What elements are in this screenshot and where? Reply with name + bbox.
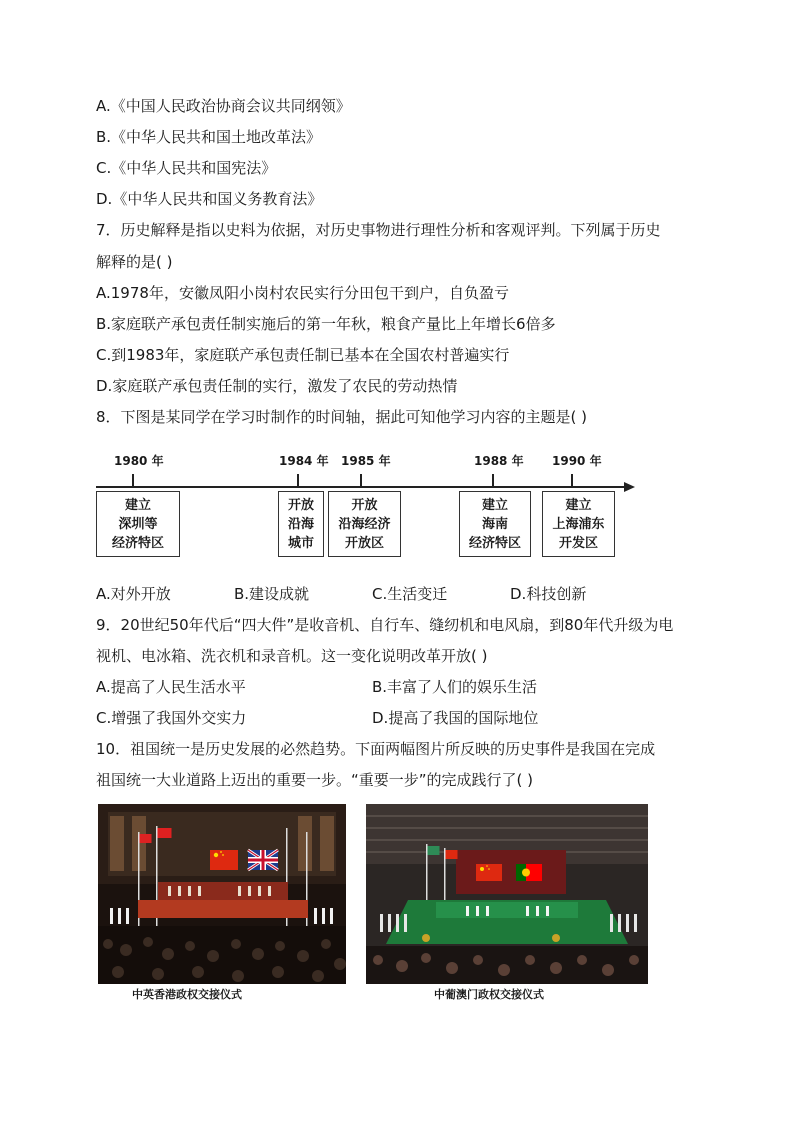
q9-stem: 9．20世纪50年代后“四大件”是收音机、自行车、缝纫机和电风扇，到80年代升级为电 [96, 616, 674, 634]
timeline-axis [96, 486, 626, 488]
timeline-arrow [624, 482, 635, 492]
q6-option-a: A.《中国人民政治协商会议共同纲领》 [96, 97, 351, 115]
q7-option-b: B.家庭联产承包责任制实施后的第一年秋，粮食产量比上年增长6倍多 [96, 315, 556, 333]
timeline-year: 1985 年 [341, 454, 391, 468]
q8-option-b: B.建设成就 [234, 585, 310, 603]
timeline-tick [297, 474, 299, 486]
q9-stem-cont: 视机、电冰箱、洗衣机和录音机。这一变化说明改革开放( ) [96, 647, 488, 665]
timeline-event: 开放 沿海经济 开放区 [328, 491, 401, 557]
timeline-event: 开放 沿海 城市 [278, 491, 324, 557]
timeline-tick [492, 474, 494, 486]
timeline-year: 1990 年 [552, 454, 602, 468]
q6-option-b: B.《中华人民共和国土地改革法》 [96, 128, 322, 146]
q10-stem-cont: 祖国统一大业道路上迈出的重要一步。“重要一步”的完成践行了( ) [96, 771, 534, 789]
q8-option-c: C.生活变迁 [372, 585, 448, 603]
q7-stem-cont: 解释的是( ) [96, 253, 173, 271]
q7-stem: 7．历史解释是指以史料为依据，对历史事物进行理性分析和客观评判。下列属于历史 [96, 221, 661, 239]
q10-stem: 10．祖国统一是历史发展的必然趋势。下面两幅图片所反映的历史事件是我国在完成 [96, 740, 656, 758]
macau-handover-photo [366, 804, 648, 984]
q9-option-d: D.提高了我国的国际地位 [372, 709, 539, 727]
timeline-tick [571, 474, 573, 486]
q8-stem: 8．下图是某同学在学习时制作的时间轴，据此可知他学习内容的主题是( ) [96, 408, 588, 426]
q9-option-a: A.提高了人民生活水平 [96, 678, 246, 696]
hong-kong-handover-caption: 中英香港政权交接仪式 [132, 988, 242, 1001]
q7-option-d: D.家庭联产承包责任制的实行，激发了农民的劳动热情 [96, 377, 458, 395]
timeline-tick [360, 474, 362, 486]
q6-option-c: C.《中华人民共和国宪法》 [96, 159, 277, 177]
timeline-event: 建立 上海浦东 开发区 [542, 491, 615, 557]
timeline-event: 建立 海南 经济特区 [459, 491, 531, 557]
macau-handover-caption: 中葡澳门政权交接仪式 [434, 988, 544, 1001]
timeline-event: 建立 深圳等 经济特区 [96, 491, 180, 557]
timeline-tick [132, 474, 134, 486]
q8-option-d: D.科技创新 [510, 585, 587, 603]
q9-option-c: C.增强了我国外交实力 [96, 709, 247, 727]
hong-kong-handover-photo [98, 804, 346, 984]
q7-option-c: C.到1983年，家庭联产承包责任制已基本在全国农村普遍实行 [96, 346, 510, 364]
timeline-year: 1988 年 [474, 454, 524, 468]
q6-option-d: D.《中华人民共和国义务教育法》 [96, 190, 323, 208]
q8-option-a: A.对外开放 [96, 585, 171, 603]
q9-option-b: B.丰富了人们的娱乐生活 [372, 678, 538, 696]
timeline-year: 1980 年 [114, 454, 164, 468]
q7-option-a: A.1978年，安徽凤阳小岗村农民实行分田包干到户，自负盈亏 [96, 284, 509, 302]
timeline-year: 1984 年 [279, 454, 329, 468]
